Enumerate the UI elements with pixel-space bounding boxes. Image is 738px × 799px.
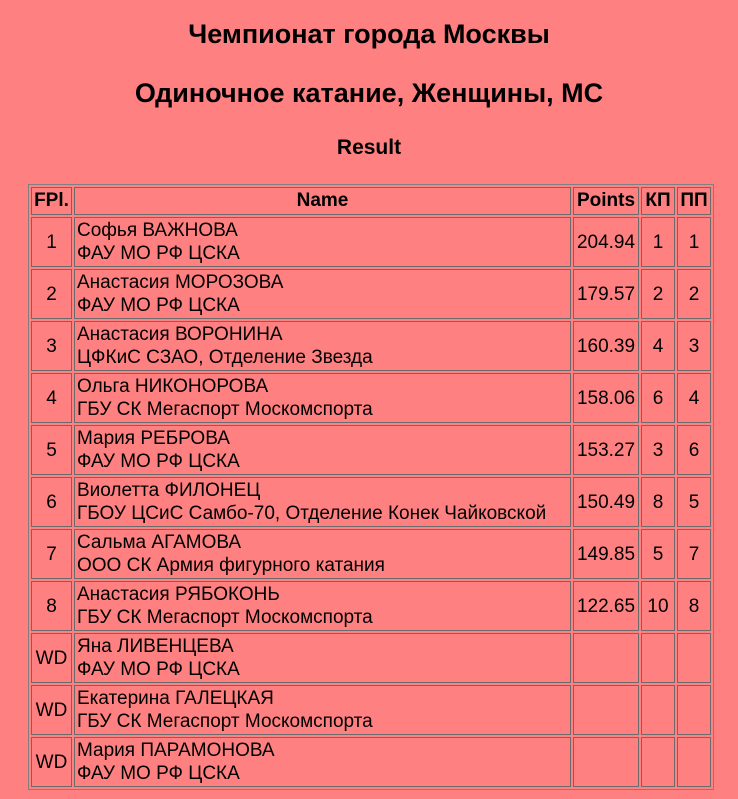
results-table	[28, 184, 714, 790]
table-row	[31, 425, 711, 475]
sp-rank-cell: 10	[641, 581, 675, 631]
points-cell: 158.06	[573, 373, 639, 423]
sp-rank-cell	[641, 737, 675, 787]
points-cell	[573, 737, 639, 787]
skater-name[interactable]: Софья ВАЖНОВА	[77, 220, 238, 241]
points-cell: 149.85	[573, 529, 639, 579]
table-row	[31, 737, 711, 787]
fs-rank-cell: 6	[677, 425, 711, 475]
club-name: ООО СК Армия фигурного катания	[77, 555, 385, 576]
page-subtitle: Одиночное катание, Женщины, МС	[134, 78, 604, 108]
skater-name[interactable]: Анастасия МОРОЗОВА	[77, 272, 284, 293]
place-cell: 5	[31, 425, 72, 475]
points-cell: 153.27	[573, 425, 639, 475]
skater-name[interactable]: Ольга НИКОНОРОВА	[77, 376, 269, 397]
points-cell: 150.49	[573, 477, 639, 527]
club-name: ЦФКиС СЗАО, Отделение Звезда	[77, 347, 373, 368]
club-name: ГБУ СК Мегаспорт Москомспорта	[77, 399, 373, 420]
place-cell: WD	[31, 633, 72, 683]
name-cell	[74, 425, 571, 475]
fs-rank-cell: 3	[677, 321, 711, 371]
name-cell	[74, 581, 571, 631]
skater-name[interactable]: Екатерина ГАЛЕЦКАЯ	[77, 688, 274, 709]
place-cell: 1	[31, 217, 72, 267]
sp-rank-cell: 5	[641, 529, 675, 579]
club-name: ГБОУ ЦСиС Самбо-70, Отделение Конек Чайковской	[77, 503, 547, 524]
place-cell: 6	[31, 477, 72, 527]
skater-name[interactable]: Сальма АГАМОВА	[77, 532, 242, 553]
place-cell: 8	[31, 581, 72, 631]
club-name: ФАУ МО РФ ЦСКА	[77, 295, 240, 316]
club-name: ФАУ МО РФ ЦСКА	[77, 763, 240, 784]
club-name: ФАУ МО РФ ЦСКА	[77, 243, 240, 264]
points-cell: 179.57	[573, 269, 639, 319]
skater-name[interactable]: Анастасия ВОРОНИНА	[77, 324, 283, 345]
table-header-row	[31, 187, 711, 215]
skater-name[interactable]: Виолетта ФИЛОНЕЦ	[77, 480, 261, 501]
name-cell	[74, 321, 571, 371]
header-short-program: КП	[641, 187, 675, 215]
table-row	[31, 269, 711, 319]
header-free-skating: ПП	[677, 187, 711, 215]
points-cell	[573, 685, 639, 735]
sp-rank-cell: 4	[641, 321, 675, 371]
name-cell	[74, 477, 571, 527]
sp-rank-cell: 8	[641, 477, 675, 527]
section-title: Result	[336, 136, 402, 159]
points-cell: 160.39	[573, 321, 639, 371]
table-row	[31, 373, 711, 423]
fs-rank-cell	[677, 633, 711, 683]
name-cell	[74, 633, 571, 683]
points-cell	[573, 633, 639, 683]
club-name: ГБУ СК Мегаспорт Москомспорта	[77, 711, 373, 732]
sp-rank-cell	[641, 685, 675, 735]
table-row	[31, 633, 711, 683]
table-row	[31, 529, 711, 579]
header-place: FPl.	[31, 187, 72, 215]
sp-rank-cell: 2	[641, 269, 675, 319]
name-cell	[74, 529, 571, 579]
skater-name[interactable]: Яна ЛИВЕНЦЕВА	[77, 636, 234, 657]
fs-rank-cell: 1	[677, 217, 711, 267]
fs-rank-cell: 7	[677, 529, 711, 579]
place-cell: 3	[31, 321, 72, 371]
skater-name[interactable]: Мария РЕБРОВА	[77, 428, 230, 449]
fs-rank-cell: 5	[677, 477, 711, 527]
table-row	[31, 321, 711, 371]
points-cell: 122.65	[573, 581, 639, 631]
club-name: ФАУ МО РФ ЦСКА	[77, 451, 240, 472]
name-cell	[74, 737, 571, 787]
name-cell	[74, 217, 571, 267]
sp-rank-cell: 3	[641, 425, 675, 475]
place-cell: 2	[31, 269, 72, 319]
fs-rank-cell	[677, 685, 711, 735]
page-title: Чемпионат города Москвы	[188, 19, 550, 49]
place-cell: 4	[31, 373, 72, 423]
header-points: Points	[573, 187, 639, 215]
club-name: ГБУ СК Мегаспорт Москомспорта	[77, 607, 373, 628]
table-row	[31, 477, 711, 527]
club-name: ФАУ МО РФ ЦСКА	[77, 659, 240, 680]
header-name: Name	[74, 187, 571, 215]
place-cell: WD	[31, 737, 72, 787]
sp-rank-cell: 1	[641, 217, 675, 267]
sp-rank-cell: 6	[641, 373, 675, 423]
name-cell	[74, 685, 571, 735]
name-cell	[74, 373, 571, 423]
place-cell: WD	[31, 685, 72, 735]
fs-rank-cell: 8	[677, 581, 711, 631]
skater-name[interactable]: Мария ПАРАМОНОВА	[77, 740, 275, 761]
points-cell: 204.94	[573, 217, 639, 267]
name-cell	[74, 269, 571, 319]
sp-rank-cell	[641, 633, 675, 683]
table-row	[31, 685, 711, 735]
fs-rank-cell	[677, 737, 711, 787]
place-cell: 7	[31, 529, 72, 579]
fs-rank-cell: 4	[677, 373, 711, 423]
skater-name[interactable]: Анастасия РЯБОКОНЬ	[77, 584, 280, 605]
fs-rank-cell: 2	[677, 269, 711, 319]
table-row	[31, 581, 711, 631]
table-row	[31, 217, 711, 267]
